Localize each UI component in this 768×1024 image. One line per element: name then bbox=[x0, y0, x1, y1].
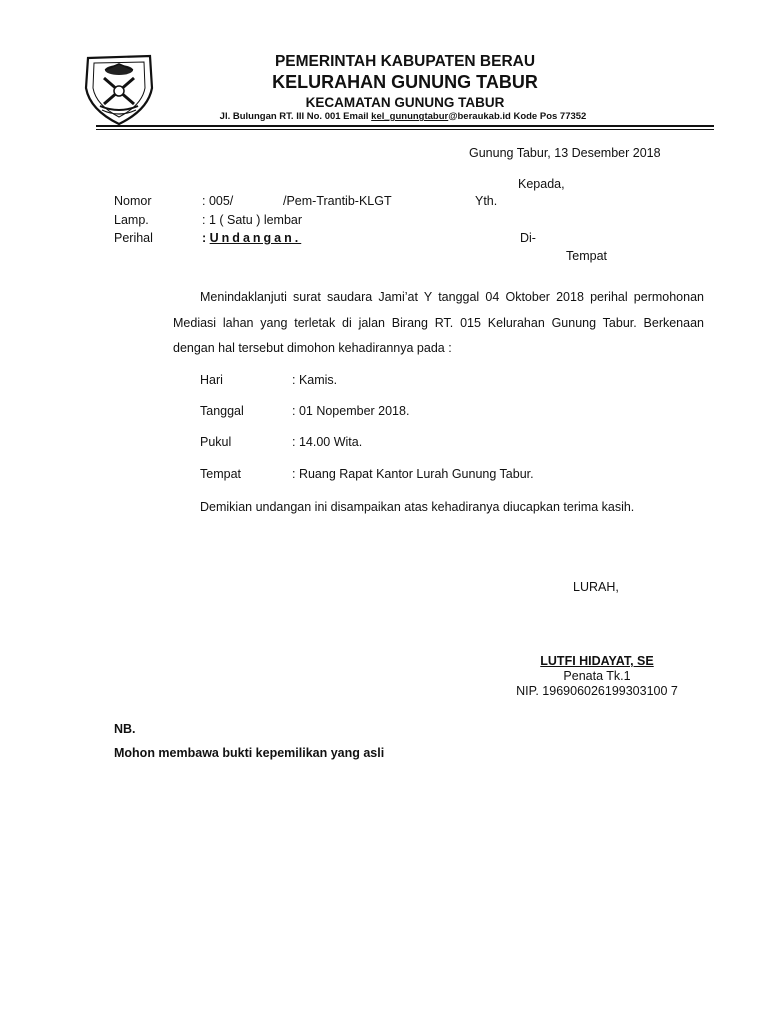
detail-label-pukul: Pukul bbox=[200, 435, 232, 449]
letterhead-rule-thick bbox=[96, 125, 714, 127]
perihal-value bbox=[202, 231, 301, 245]
letterhead-address bbox=[220, 111, 587, 122]
recipient-di: Di- bbox=[520, 231, 536, 245]
note-label: NB. bbox=[114, 722, 136, 736]
detail-label-hari: Hari bbox=[200, 373, 223, 387]
detail-value-tanggal: : 01 Nopember 2018. bbox=[292, 404, 410, 418]
detail-value-tempat: : Ruang Rapat Kantor Lurah Gunung Tabur. bbox=[292, 467, 534, 481]
perihal-label: Perihal bbox=[114, 231, 153, 245]
address-email: kel_gunungtabur bbox=[371, 111, 449, 122]
letter-date: Gunung Tabur, 13 Desember 2018 bbox=[469, 146, 661, 160]
detail-label-tempat: Tempat bbox=[200, 467, 241, 481]
nomor-label: Nomor bbox=[114, 194, 152, 208]
recipient-kepada: Kepada, bbox=[518, 177, 565, 191]
lamp-value: : 1 ( Satu ) lembar bbox=[202, 213, 303, 227]
recipient-tempat: Tempat bbox=[566, 249, 607, 263]
closing-paragraph: Demikian undangan ini disampaikan atas kehadiranya diucapkan terima kasih. bbox=[200, 500, 635, 514]
address-suffix: @beraukab.id Kode Pos 77352 bbox=[448, 111, 587, 122]
recipient-yth: Yth. bbox=[475, 194, 498, 208]
detail-label-tanggal: Tanggal bbox=[200, 404, 244, 418]
letterhead-line-1: PEMERINTAH KABUPATEN BERAU bbox=[274, 53, 536, 70]
regency-emblem-logo bbox=[78, 48, 160, 130]
perihal-subject: Undangan. bbox=[209, 231, 302, 245]
perihal-colon: : bbox=[202, 231, 210, 245]
nomor-value: : 005/ bbox=[202, 194, 234, 208]
note-text: Mohon membawa bukti kepemilikan yang asli bbox=[114, 746, 385, 760]
detail-value-pukul: : 14.00 Wita. bbox=[292, 435, 363, 449]
lamp-label: Lamp. bbox=[114, 213, 149, 227]
signature-title: LURAH, bbox=[573, 580, 619, 594]
letterhead-rule-thin bbox=[96, 129, 714, 130]
letterhead-line-3: KECAMATAN GUNUNG TABUR bbox=[305, 95, 505, 110]
signature-rank: Penata Tk.1 bbox=[563, 669, 631, 683]
nomor-suffix: /Pem-Trantib-KLGT bbox=[283, 194, 392, 208]
signature-nip: NIP. 196906026199303100 7 bbox=[516, 684, 678, 698]
detail-value-hari: : Kamis. bbox=[292, 373, 338, 387]
body-paragraph: Menindaklanjuti surat saudara Jami’at Y tanggal 04 Oktober 2018 perihal permohonan Mediasi lahan yang terletak di jalan Birang RT. 015 Kelurahan Gunung Tabur. Berkenaan dengan hal tersebut dimohon kehadirannya pada : bbox=[173, 290, 704, 355]
letterhead-line-2: KELURAHAN GUNUNG TABUR bbox=[272, 72, 538, 92]
address-prefix: Jl. Bulungan RT. III No. 001 Email bbox=[219, 111, 372, 122]
signature-name: LUTFI HIDAYAT, SE bbox=[540, 654, 654, 668]
